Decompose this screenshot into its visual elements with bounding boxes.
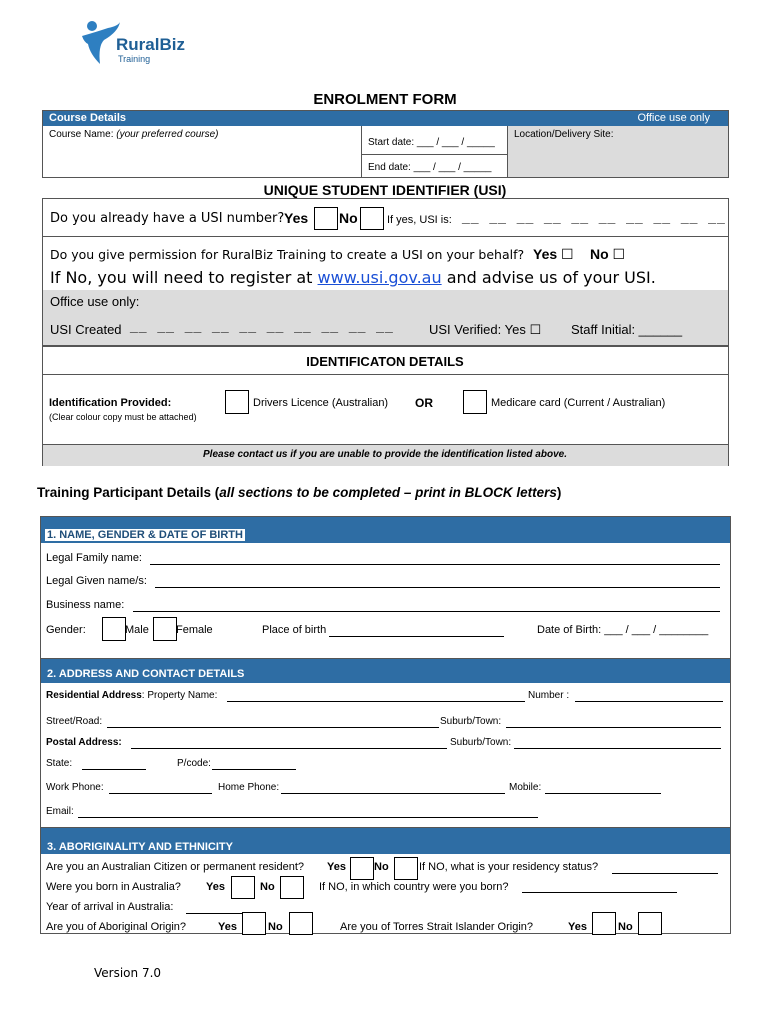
suburb-field[interactable] xyxy=(506,727,721,728)
participant-heading: Training Participant Details (all sections to be completed – print in BLOCK letters) xyxy=(37,485,562,500)
family-name-label: Legal Family name: xyxy=(46,552,142,564)
location-label: Location/Delivery Site: xyxy=(514,129,614,140)
usi-divider-1 xyxy=(42,236,729,237)
section3-title: 3. ABORIGINALITY AND ETHNICITY xyxy=(47,841,233,853)
property-name-field[interactable] xyxy=(227,701,525,702)
born-yes-checkbox[interactable] xyxy=(231,876,255,899)
born-yes-label: Yes xyxy=(206,881,225,893)
citizen-question: Are you an Australian Citizen or permanent resident? xyxy=(46,861,305,873)
usi-q1-yes: Yes xyxy=(284,210,309,226)
family-name-field[interactable] xyxy=(150,564,720,565)
torres-no-checkbox[interactable] xyxy=(638,912,662,935)
aboriginal-yes-label: Yes xyxy=(218,921,237,933)
street-field[interactable] xyxy=(107,727,439,728)
state-field[interactable] xyxy=(82,769,146,770)
aboriginal-no-checkbox[interactable] xyxy=(289,912,313,935)
id-or-label: OR xyxy=(415,396,433,410)
id-note: (Clear colour copy must be attached) xyxy=(49,412,197,422)
country-label: If NO, in which country were you born? xyxy=(319,881,509,893)
course-details-header xyxy=(43,111,728,126)
female-label: Female xyxy=(176,624,213,636)
section2-title: 2. ADDRESS AND CONTACT DETAILS xyxy=(47,668,245,680)
start-date-field[interactable]: Start date: ___ / ___ / _____ xyxy=(368,137,495,148)
postal-suburb-label: Suburb/Town: xyxy=(450,737,512,748)
mobile-field[interactable] xyxy=(545,793,661,794)
postal-field[interactable] xyxy=(131,748,447,749)
id-divider-1 xyxy=(42,374,729,375)
place-of-birth-field[interactable] xyxy=(329,636,504,637)
born-question: Were you born in Australia? xyxy=(46,881,181,893)
office-use-label: Office use only xyxy=(637,112,710,124)
torres-yes-checkbox[interactable] xyxy=(592,912,616,935)
home-phone-field[interactable] xyxy=(281,793,505,794)
aboriginal-question: Are you of Aboriginal Origin? xyxy=(46,921,187,933)
course-details-title: Course Details xyxy=(49,112,127,124)
id-contact-note: Please contact us if you are unable to provide the identification listed above. xyxy=(203,449,567,460)
citizen-yes-label: Yes xyxy=(327,861,346,873)
date-of-birth-field[interactable]: Date of Birth: ___ / ___ / ________ xyxy=(537,624,709,636)
suburb-label: Suburb/Town: xyxy=(440,716,502,727)
usi-q2-yes[interactable]: Yes ☐ xyxy=(533,246,574,262)
business-name-label: Business name: xyxy=(46,599,125,611)
aboriginal-yes-checkbox[interactable] xyxy=(242,912,266,935)
email-label: Email: xyxy=(46,806,74,817)
id-provided-label: Identification Provided: xyxy=(49,397,172,409)
arrival-field[interactable] xyxy=(186,913,242,914)
section3-header xyxy=(41,827,730,854)
section2-header xyxy=(41,658,730,683)
citizen-yes-checkbox[interactable] xyxy=(350,857,374,880)
gender-label: Gender: xyxy=(46,624,86,636)
mobile-label: Mobile: xyxy=(509,782,542,793)
email-field[interactable] xyxy=(78,817,538,818)
drivers-licence-label: Drivers Licence (Australian) xyxy=(253,397,389,409)
business-name-field[interactable] xyxy=(133,611,720,612)
male-label: Male xyxy=(125,624,149,636)
postal-suburb-field[interactable] xyxy=(514,748,721,749)
usi-q1: Do you already have a USI number? xyxy=(50,211,285,226)
course-divider-1 xyxy=(361,126,362,178)
born-no-checkbox[interactable] xyxy=(280,876,304,899)
staff-initial[interactable]: Staff Initial: ______ xyxy=(571,322,683,337)
postcode-label: P/code: xyxy=(177,758,211,769)
postcode-field[interactable] xyxy=(212,769,296,770)
given-name-field[interactable] xyxy=(155,587,720,588)
street-label: Street/Road: xyxy=(46,716,103,727)
logo-subtext: Training xyxy=(118,54,151,64)
usi-number-blanks[interactable]: __ __ __ __ __ __ __ __ __ __ xyxy=(462,209,726,225)
arrival-label: Year of arrival in Australia: xyxy=(46,901,174,913)
end-date-field[interactable]: End date: ___ / ___ / _____ xyxy=(368,162,492,173)
version-label: Version 7.0 xyxy=(94,966,162,980)
postal-label: Postal Address: xyxy=(46,737,122,748)
usi-register-text: If No, you will need to register at www.usi.gov.au and advise us of your USI. xyxy=(50,268,656,287)
female-checkbox[interactable] xyxy=(153,617,177,641)
usi-heading: UNIQUE STUDENT IDENTIFIER (USI) xyxy=(263,182,507,198)
citizen-no-label: No xyxy=(374,861,389,873)
course-divider-2 xyxy=(361,154,507,155)
citizen-no-checkbox[interactable] xyxy=(394,857,418,880)
usi-no-checkbox[interactable] xyxy=(360,207,384,230)
usi-created-blanks[interactable]: __ __ __ __ __ __ __ __ __ __ xyxy=(130,318,394,334)
page-title: ENROLMENT FORM xyxy=(313,91,457,108)
number-field[interactable] xyxy=(575,701,723,702)
work-phone-field[interactable] xyxy=(109,793,212,794)
aboriginal-no-label: No xyxy=(268,921,283,933)
torres-yes-label: Yes xyxy=(568,921,587,933)
male-checkbox[interactable] xyxy=(102,617,126,641)
given-name-label: Legal Given name/s: xyxy=(46,575,147,587)
usi-q1-no: No xyxy=(339,210,358,226)
usi-q2-no[interactable]: No ☐ xyxy=(590,246,626,262)
course-name-label: Course Name: (your preferred course) xyxy=(49,129,219,140)
section1-title: 1. NAME, GENDER & DATE OF BIRTH xyxy=(47,529,243,541)
place-of-birth-label: Place of birth xyxy=(262,624,327,636)
id-heading: IDENTIFICATON DETAILS xyxy=(306,354,464,369)
work-phone-label: Work Phone: xyxy=(46,782,104,793)
usi-website-link[interactable]: www.usi.gov.au xyxy=(317,268,442,287)
number-label: Number : xyxy=(528,690,570,701)
usi-office-label: Office use only: xyxy=(50,294,140,309)
torres-no-label: No xyxy=(618,921,633,933)
medicare-label: Medicare card (Current / Australian) xyxy=(491,397,666,409)
home-phone-label: Home Phone: xyxy=(218,782,280,793)
residency-field[interactable] xyxy=(612,873,718,874)
usi-verified[interactable]: USI Verified: Yes ☐ xyxy=(429,322,542,337)
drivers-licence-checkbox[interactable] xyxy=(225,390,249,414)
state-label: State: xyxy=(46,758,73,769)
usi-if-yes-label: If yes, USI is: xyxy=(387,214,452,226)
country-field[interactable] xyxy=(522,892,677,893)
residency-label: If NO, what is your residency status? xyxy=(419,861,599,873)
usi-created-label: USI Created xyxy=(50,322,122,337)
usi-yes-checkbox[interactable] xyxy=(314,207,338,230)
medicare-checkbox[interactable] xyxy=(463,390,487,414)
usi-q2: Do you give permission for RuralBiz Training to create a USI on your behalf? xyxy=(50,247,525,262)
residential-label: Residential Address: Property Name: xyxy=(46,690,218,701)
logo xyxy=(78,18,198,70)
born-no-label: No xyxy=(260,881,275,893)
torres-question: Are you of Torres Strait Islander Origin? xyxy=(340,921,533,933)
logo-text: RuralBiz xyxy=(116,35,185,54)
